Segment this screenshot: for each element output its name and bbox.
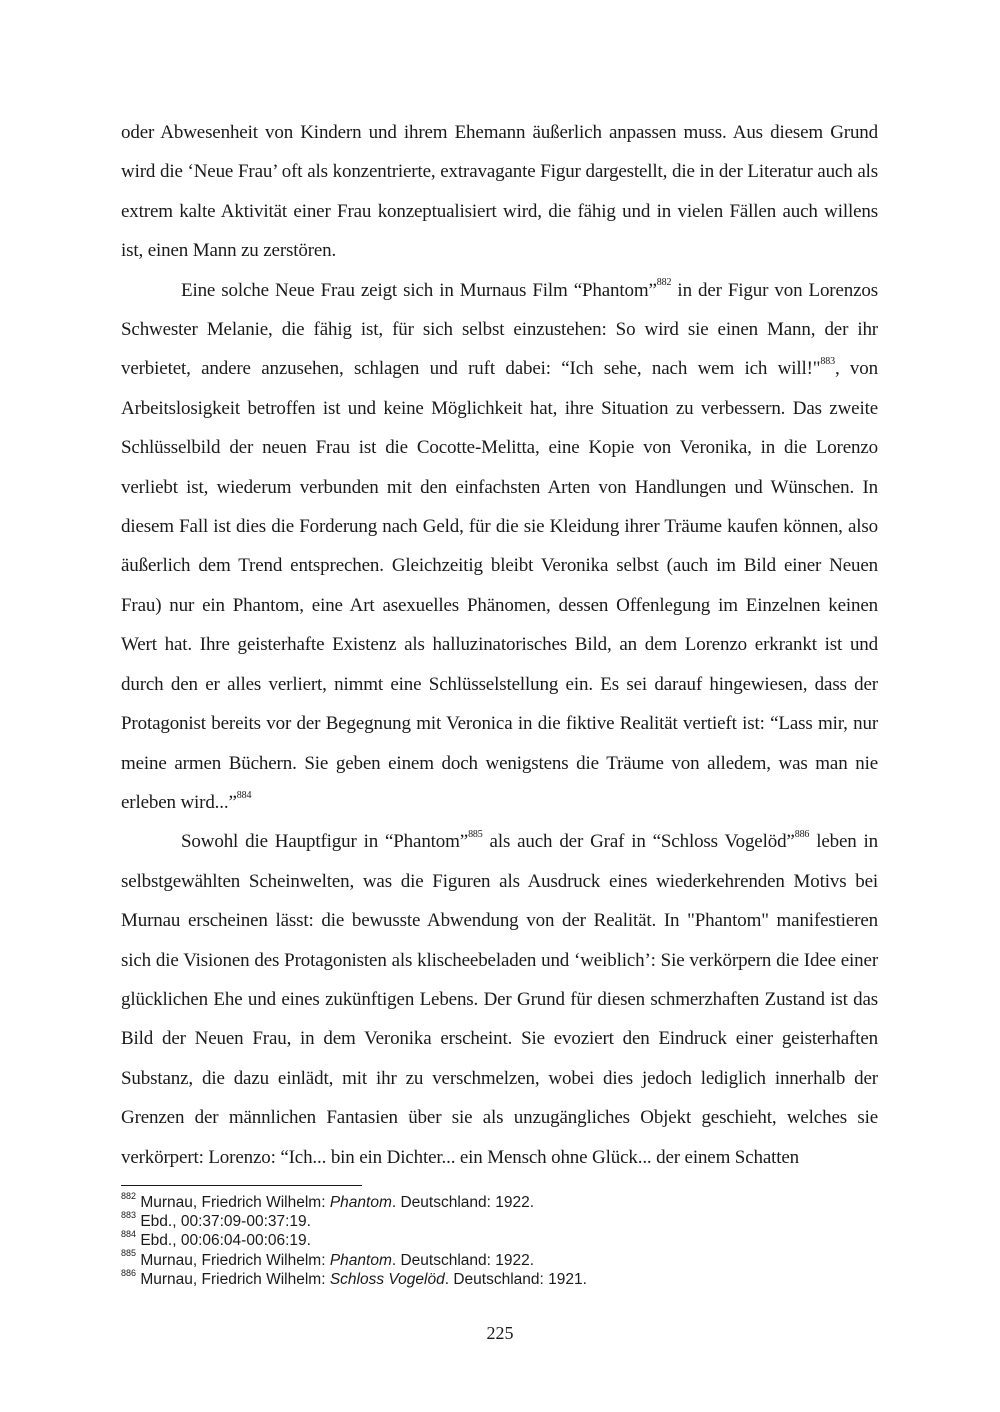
footnote-ref[interactable]: 885 xyxy=(468,828,483,840)
footnote xyxy=(121,1248,881,1270)
footnote-title: Phantom xyxy=(329,1194,392,1211)
footnote-number: 884 xyxy=(121,1229,137,1240)
footnote-text: Ebd., 00:37:09-00:37:19. xyxy=(136,1213,311,1231)
paragraph-text: als auch der Graf in “Schloss Vogelöd” xyxy=(482,831,795,853)
footnote-separator xyxy=(121,1185,362,1186)
footnote-text: Murnau, Friedrich Wilhelm: xyxy=(136,1270,330,1288)
footnote-title: Phantom xyxy=(329,1251,392,1269)
footnote-text: . Deutschland: 1922. xyxy=(391,1251,535,1269)
paragraph xyxy=(121,113,878,271)
footnote-number: 886 xyxy=(121,1267,137,1278)
footnote-ref[interactable]: 882 xyxy=(656,277,672,289)
paragraph-text: leben in selbstgewählten Scheinwelten, was die Figuren als Ausdruck eines wiederkehrenden Motivs bei Murnau erscheinen lässt: die bewusste Abwendung von der Realität. In "Phantom" manifestieren sich die Visionen des Protagonisten als klischeebeladen und ‘weiblich’: Sie verkörpern die Idee einer glücklichen Ehe und eines zukünftigen Lebens. Der Grund für diesen schmerzhaften Zustand ist das Bild der Neuen Frau, in dem Veronika erscheint. Sie evoziert den Eindruck einer geisterhaften Substanz, die dazu einlädt, mit ihr zu verschmelzen, wobei dies jedoch lediglich innerhalb der Grenzen der männlichen Fantasien über sie als unzugängliches Objekt geschieht, welches sie verkörpert: Lorenzo: “Ich... bin ein Dichter... ein Mensch ohne Glück... der einem Schatten xyxy=(121,831,879,1168)
footnote xyxy=(121,1212,881,1231)
footnote xyxy=(121,1231,881,1250)
page-number: 225 xyxy=(486,1323,514,1343)
footnote xyxy=(121,1190,881,1212)
footnote-number: 882 xyxy=(121,1190,137,1201)
footnote-text: Murnau, Friedrich Wilhelm: xyxy=(136,1194,330,1211)
paragraph-text: Sowohl die Hauptfigur in “Phantom” xyxy=(181,831,469,853)
main-text xyxy=(121,113,878,1177)
paragraph-text: in der Figur von Lorenzos Schwester Melanie, die fähig ist, für sich selbst einzustehen: So wird sie einen Mann, der ihr verbietet, andere anzusehen, schlagen und ruft dabei: “Ich sehe, nach wem ich will!" xyxy=(121,279,878,380)
paragraph-text: oder Abwesenheit von Kindern und ihrem Ehemann äußerlich anpassen muss. Aus diesem Grund wird die ‘Neue Frau’ oft als konzentrierte, extravagante Figur dargestellt, die in der Literatur auch als extrem kalte Aktivität einer Frau konzeptualisiert wird, die fähig und in vielen Fällen auch willens ist, einen Mann zu zerstören. xyxy=(121,122,878,262)
paragraph-text: , von Arbeitslosigkeit betroffen ist und keine Möglichkeit hat, ihre Situation zu verbessern. Das zweite Schlüsselbild der neuen Frau ist die Cocotte-Melitta, eine Kopie von Veronika, in die Lorenzo verliebt ist, wiederum verbunden mit den einfachsten Arten von Handlungen und Wünschen. In diesem Fall ist dies die Forderung nach Geld, für die sie Kleidung ihrer Träume kaufen können, also äußerlich dem Trend entsprechen. Gleichzeitig bleibt Veronika selbst (auch im Bild einer Neuen Frau) nur ein Phantom, eine Art asexuelles Phänomen, dessen Offenlegung im Einzelnen keinen Wert hat. Ihre geisterhafte Existenz als halluzinatorisches Bild, an dem Lorenzo erkrankt ist und durch den er alles verliert, nimmt eine Schlüsselstellung ein. Es sei darauf hingewiesen, dass der Protagonist bereits vor der Begegnung mit Veronica in die fiktive Realität vertieft ist: “Lass mir, nur meine armen Büchern. Sie geben einem doch wenigstens die Träume von alledem, was man nie erleben wird...” xyxy=(121,358,878,813)
footnote-text: Ebd., 00:06:04-00:06:19. xyxy=(136,1232,311,1250)
footnote-text: Murnau, Friedrich Wilhelm: xyxy=(136,1251,330,1269)
footnote xyxy=(121,1267,881,1289)
footnote-ref[interactable]: 884 xyxy=(236,789,252,801)
footnote-ref[interactable]: 883 xyxy=(820,356,835,368)
paragraph xyxy=(121,822,878,1177)
footnote-number: 883 xyxy=(121,1210,137,1221)
footnotes xyxy=(121,1190,881,1289)
paragraph-text: Eine solche Neue Frau zeigt sich in Murnaus Film “Phantom” xyxy=(181,279,657,301)
footnote-ref[interactable]: 886 xyxy=(794,828,810,840)
paragraph xyxy=(121,271,878,823)
footnote-text: . Deutschland: 1922. xyxy=(391,1194,535,1211)
footnote-title: Schloss Vogelöd xyxy=(329,1270,445,1288)
footnote-number: 885 xyxy=(121,1248,137,1259)
footnote-text: . Deutschland: 1921. xyxy=(444,1270,587,1288)
